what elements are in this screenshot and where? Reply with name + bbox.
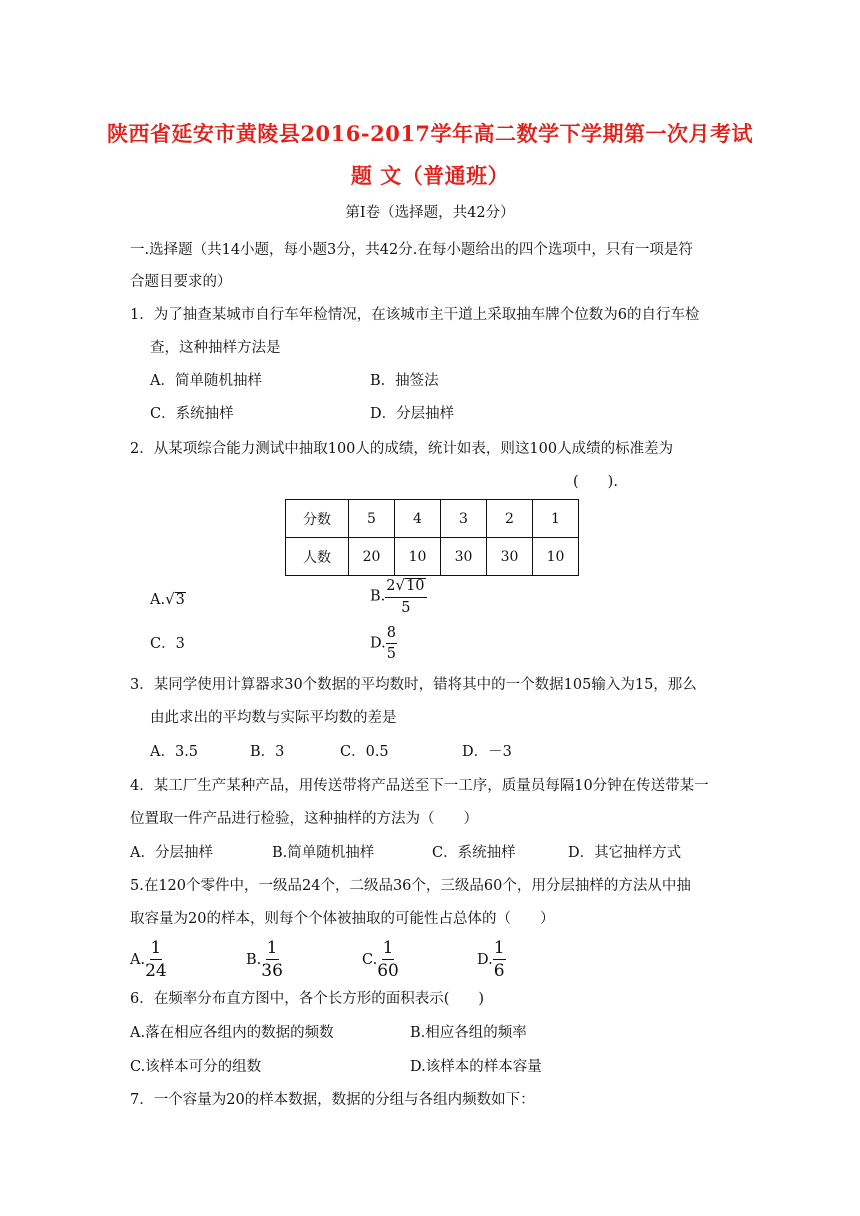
q6-stem-line1: 6．在频率分布直方图中，各个长方形的面积表示( ) [130,991,485,1007]
radical-sign-icon: √ [165,590,175,608]
q2-option-b-radicand: 10 [406,578,425,594]
volume-label: 第Ⅰ卷（选择题，共42分） [345,205,515,221]
table-cell: 分数 [286,500,349,538]
q5-option-d [477,940,506,980]
fraction-numerator: 1 [493,938,505,958]
q5-option-a [130,940,167,980]
q1-option-c: C．系统抽样 [150,406,234,422]
q6-option-c: C.该样本可分的组数 [130,1059,262,1075]
square-root [165,592,186,609]
q2-option-a [150,590,186,610]
fraction-denominator: 60 [377,961,399,981]
q5-stem-line1: 5.在120个零件中，一级品24个，二级品36个，三级品60个，用分层抽样的方法从中抽 [130,878,691,894]
fraction-denominator: 5 [386,645,396,662]
q1-option-d: D．分层抽样 [370,406,455,422]
table-cell: 人数 [286,538,349,576]
exam-title-line1: 陕西省延安市黄陵县2016-2017学年高二数学下学期第一次月考试 [106,121,754,146]
table-cell: 30 [487,538,533,576]
section-intro-line2: 合题目要求的） [130,274,232,290]
table-cell: 2 [487,500,533,538]
q4-option-a: A．分层抽样 [130,845,213,861]
q2-option-b [370,578,427,615]
table-cell: 4 [395,500,441,538]
table-cell: 5 [349,500,395,538]
fraction-numerator: 8 [386,626,397,644]
table-row [286,538,579,576]
q2-option-d-prefix: D. [370,635,386,652]
q2-option-a-prefix: A. [150,592,166,608]
q5-option-b [246,940,283,980]
q4-option-b: B.简单随机抽样 [272,845,375,861]
q2-answer-paren: ( ). [573,474,618,490]
fraction-denominator: 36 [261,961,283,981]
q3-option-a: A．3.5 [150,744,199,760]
fraction-numerator: 1 [150,938,162,958]
table-cell: 1 [533,500,579,538]
q2-score-table [285,499,579,576]
q2-option-b-coef: 2 [386,578,396,594]
q5-option-c-prefix: C. [362,952,378,968]
q5-option-d-fraction [493,940,506,980]
q4-stem-line2: 位置取一件产品进行检验，这种抽样的方法为（ ） [130,811,478,827]
fraction-numerator: 1 [266,938,278,958]
q2-option-d [370,626,397,661]
table-cell: 30 [441,538,487,576]
q6-option-b: B.相应各组的频率 [410,1025,527,1041]
q2-option-b-fraction [385,578,426,615]
fraction-denominator: 5 [401,599,411,616]
table-row [286,500,579,538]
q1-option-a: A．简单随机抽样 [150,373,262,389]
q6-option-a: A.落在相应各组内的数据的频数 [130,1025,334,1041]
q1-option-b: B．抽签法 [370,373,439,389]
q3-option-d: D．－3 [462,744,512,760]
table-cell: 10 [395,538,441,576]
q5-option-b-prefix: B. [246,952,262,968]
q2-option-c: C．3 [150,636,185,652]
q2-option-d-fraction [386,626,397,661]
q1-stem-line1: 1．为了抽查某城市自行车年检情况，在该城市主干道上采取抽车牌个位数为6的自行车检 [130,307,700,323]
table-cell: 10 [533,538,579,576]
q5-option-c [362,940,399,980]
q4-option-d: D．其它抽样方式 [568,845,682,861]
q3-stem-line1: 3．某同学使用计算器求30个数据的平均数时，错将其中的一个数据105输入为15，那么 [130,677,697,693]
q7-stem-line1: 7．一个容量为20的样本数据，数据的分组与各组内频数如下： [130,1092,535,1108]
q3-option-c: C．0.5 [340,744,389,760]
exam-title-line2: 题 文（普通班） [350,163,510,188]
q5-option-b-fraction [261,940,283,980]
q4-option-c: C．系统抽样 [432,845,516,861]
fraction-denominator: 6 [493,961,505,981]
q2-option-a-radicand: 3 [175,592,185,608]
q3-stem-line2: 由此求出的平均数与实际平均数的差是 [150,710,397,726]
table-cell: 20 [349,538,395,576]
radical-sign-icon: √ [395,576,406,594]
q4-stem-line1: 4．某工厂生产某种产品，用传送带将产品送至下一工序，质量员每隔10分钟在传送带某一 [130,778,709,794]
q3-option-b: B．3 [250,744,285,760]
q6-option-d: D.该样本的样本容量 [410,1059,542,1075]
fraction-numerator: 1 [382,938,394,958]
q5-option-a-prefix: A. [130,952,146,968]
fraction-denominator: 24 [145,961,167,981]
table-cell: 3 [441,500,487,538]
q2-stem-line1: 2．从某项综合能力测试中抽取100人的成绩，统计如表，则这100人成绩的标准差为 [130,441,674,457]
q2-option-b-prefix: B. [370,588,386,605]
q1-stem-line2: 查，这种抽样方法是 [150,340,281,356]
fraction-numerator [385,578,426,598]
q5-option-c-fraction [377,940,399,980]
square-root [396,578,426,595]
section-intro-line1: 一.选择题（共14小题，每小题3分，共42分.在每小题给出的四个选项中，只有一项是符 [130,242,693,258]
q5-stem-line2: 取容量为20的样本，则每个个体被抽取的可能性占总体的（ ） [130,911,555,927]
q5-option-a-fraction [145,940,167,980]
q5-option-d-prefix: D. [477,952,493,968]
